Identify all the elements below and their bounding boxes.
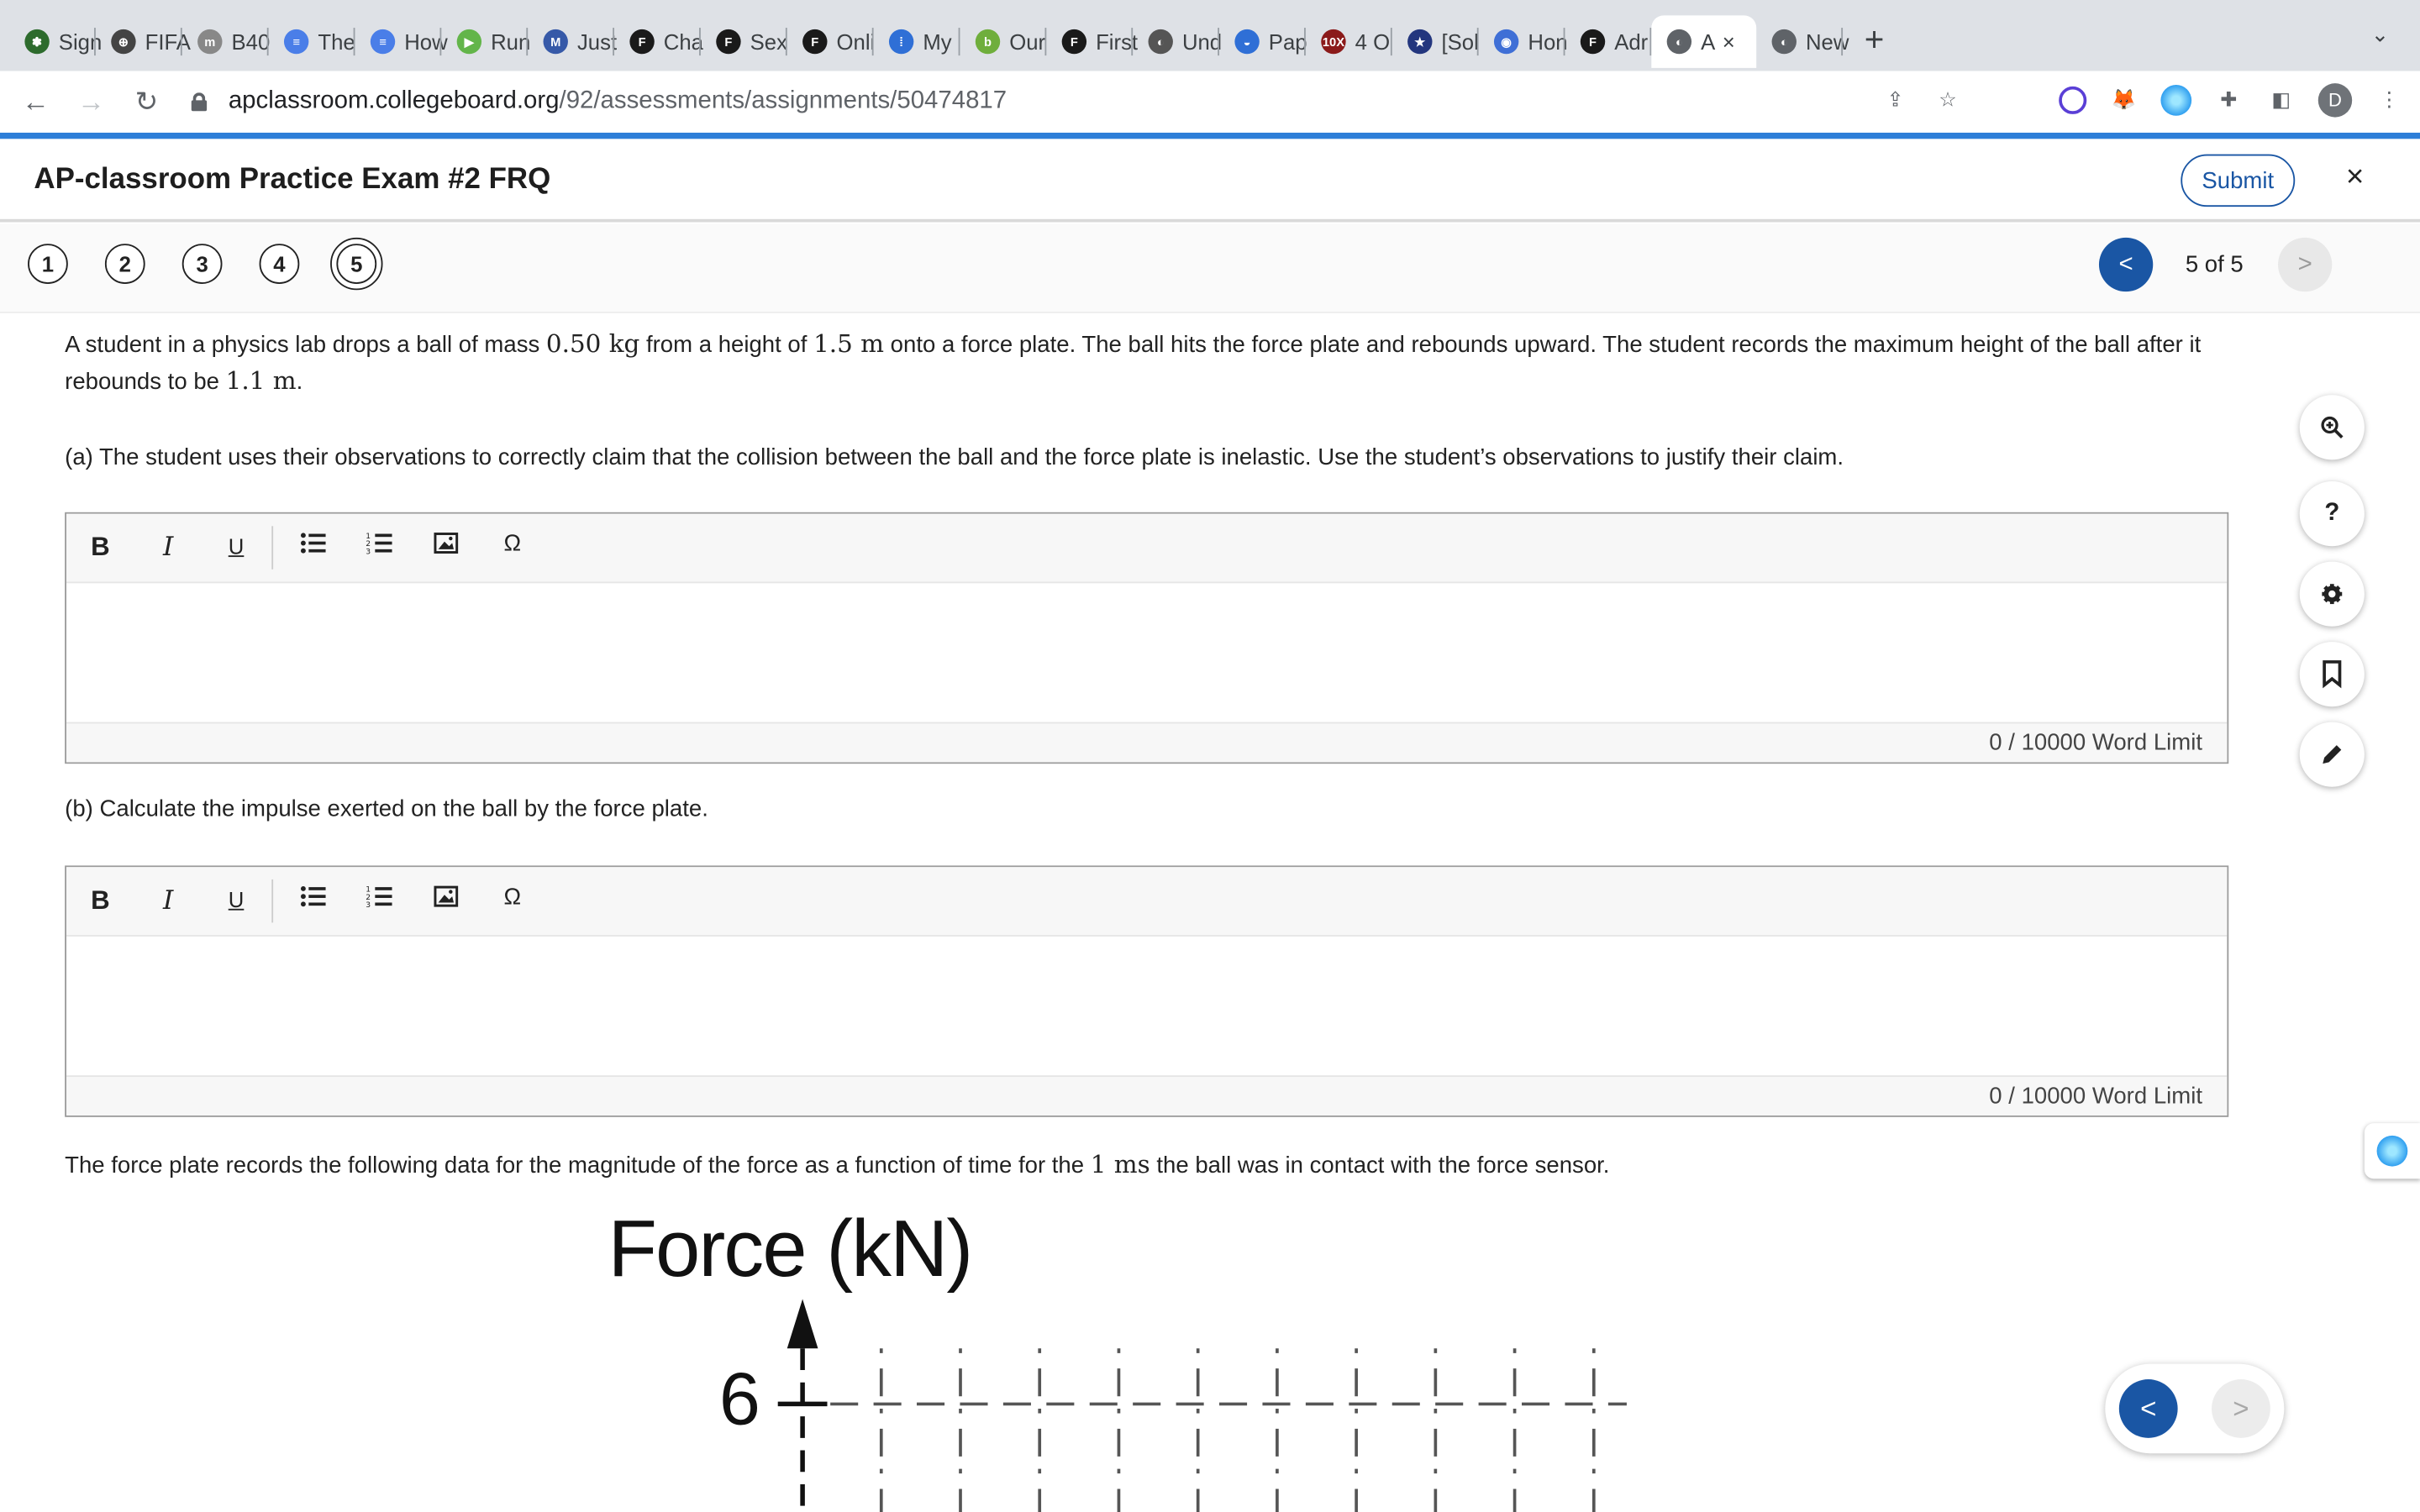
submit-button[interactable]: Submit [2181, 155, 2295, 207]
word-count: 0 / 10000 Word Limit [66, 722, 2227, 763]
loading-bar [0, 133, 2420, 139]
svg-text:1: 1 [366, 532, 371, 542]
chevron-left-icon: < [2140, 1392, 2157, 1424]
tab-title: Und [1181, 29, 1223, 55]
tab-favicon-icon: m [197, 29, 222, 54]
part-b-prompt: (b) Calculate the impulse exerted on the ball by the force plate. [65, 795, 708, 822]
browser-tab[interactable] [182, 15, 269, 67]
stem-text-4: . [296, 368, 303, 396]
tab-favicon-icon: ★ [1407, 29, 1432, 54]
tab-title: Run [491, 29, 531, 55]
page-title: AP-classroom Practice Exam #2 FRQ [34, 163, 551, 197]
browser-tab[interactable] [1219, 15, 1306, 67]
tab-title: Onli [836, 29, 876, 55]
tab-search-chevron-icon[interactable]: ⌄ [2370, 21, 2390, 47]
app-header [0, 139, 2420, 222]
bookmark-star-icon[interactable]: ☆ [1939, 87, 1957, 112]
editor-toolbar [66, 867, 2227, 937]
browser-tab[interactable] [96, 15, 191, 67]
zoom-in-icon [2320, 415, 2344, 439]
browser-tab[interactable] [874, 15, 960, 67]
svg-text:3: 3 [366, 900, 371, 911]
bookmark-button[interactable] [2300, 642, 2365, 706]
tab-title: Adr [1614, 29, 1649, 55]
extensions-puzzle-icon[interactable]: ✚ [2220, 87, 2238, 112]
tab-favicon-icon: F [1062, 29, 1086, 54]
stem-rebound: 1.1 m [225, 365, 297, 396]
question-5-label: 5 [336, 244, 376, 284]
tab-favicon-icon: M [544, 29, 568, 54]
profile-avatar[interactable]: D [2318, 83, 2352, 117]
svg-text:1: 1 [366, 885, 371, 895]
tab-favicon-icon: ✽ [24, 29, 49, 54]
response-editor-b [65, 865, 2228, 1116]
pencil-icon [2320, 742, 2344, 766]
question-stem [65, 326, 2241, 400]
part-a-prompt: (a) The student uses their observations to correctly claim that the collision between the ball and the force plate is inelastic. Use the student’s observations to justify their claim. [65, 444, 1844, 471]
gear-icon [2321, 583, 2343, 605]
word-count: 0 / 10000 Word Limit [66, 1075, 2227, 1116]
tab-favicon-icon: b [976, 29, 1000, 54]
editor-toolbar [66, 514, 2227, 584]
tab-title: New [1805, 29, 1849, 55]
browser-tab[interactable] [1392, 15, 1479, 67]
browser-tab[interactable] [1046, 15, 1139, 67]
browser-tab[interactable] [9, 15, 103, 67]
svg-text:2: 2 [366, 539, 371, 549]
browser-tab[interactable] [355, 15, 448, 67]
tab-title: How [404, 29, 448, 55]
force-text-1: The force plate records the following data for the magnitude of the force as a function of time for the [65, 1152, 1091, 1179]
orb-icon [2377, 1136, 2408, 1167]
bold-button[interactable]: B [91, 532, 110, 562]
tab-title: Cha [663, 29, 703, 55]
back-icon[interactable]: ← [21, 85, 50, 117]
chevron-right-icon: > [2233, 1392, 2249, 1424]
graph-title: Force (kN) [608, 1205, 972, 1295]
stem-text-1: A student in a physics lab drops a ball of mass [65, 331, 546, 359]
browser-tab[interactable] [960, 15, 1046, 67]
zoom-in-button[interactable] [2300, 395, 2365, 459]
question-navigation [0, 223, 2420, 313]
help-button[interactable]: ? [2300, 481, 2365, 546]
question-4-button[interactable]: 4 [260, 244, 300, 284]
bottom-navigation [2105, 1364, 2284, 1454]
stem-mass: 0.50 kg [545, 328, 640, 359]
browser-tab[interactable] [1565, 15, 1651, 67]
tab-favicon-icon: ◐ [1149, 29, 1173, 54]
chevron-left-icon: < [2118, 250, 2133, 277]
tab-favicon-icon: ◐ [1667, 29, 1691, 54]
underline-button[interactable]: U [228, 887, 245, 912]
force-time: 1 ms [1090, 1149, 1150, 1179]
tab-favicon-icon: ◉ [1494, 29, 1518, 54]
share-icon[interactable]: ⇪ [1886, 87, 1904, 112]
close-tab-icon[interactable]: × [1722, 29, 1735, 55]
insert-image-icon[interactable] [430, 884, 461, 916]
page-status: 5 of 5 [2185, 251, 2244, 278]
next-button[interactable] [2212, 1379, 2270, 1438]
editor-text-area[interactable] [66, 583, 2227, 722]
tab-favicon-icon: ⊕ [111, 29, 135, 54]
graph-axes [587, 1197, 1667, 1512]
browser-tab[interactable] [1306, 15, 1392, 67]
force-time-graph [587, 1197, 1667, 1512]
tab-favicon-icon: 10X [1321, 29, 1345, 54]
browser-toolbar [0, 71, 2420, 132]
bold-button[interactable]: B [91, 885, 110, 916]
tab-title: Sex [750, 29, 787, 55]
tab-title: A [1701, 29, 1716, 55]
y-tick-label: 6 [718, 1359, 760, 1441]
svg-text:3: 3 [366, 547, 371, 557]
close-icon[interactable]: × [2345, 160, 2365, 195]
browser-tab[interactable] [1756, 15, 1849, 67]
floating-extension-button[interactable] [2365, 1123, 2420, 1179]
tab-title: Our [1009, 29, 1046, 55]
tab-title: 4 O [1355, 29, 1391, 55]
underline-button[interactable]: U [228, 533, 245, 559]
tab-title: The [318, 29, 355, 55]
toolbar-divider [271, 526, 273, 569]
tab-title: FIFA [145, 29, 191, 55]
tab-favicon-icon: F [716, 29, 740, 54]
tab-title: Pap [1268, 29, 1307, 55]
new-tab-icon[interactable]: + [1864, 19, 1885, 59]
browser-tab[interactable] [1133, 15, 1223, 67]
reload-icon[interactable]: ↻ [134, 85, 159, 117]
browser-tab[interactable] [787, 15, 874, 67]
annotate-button[interactable] [2300, 722, 2365, 787]
previous-button[interactable] [2119, 1379, 2178, 1438]
force-text-2: the ball was in contact with the force sensor. [1150, 1152, 1610, 1179]
question-3-button[interactable]: 3 [182, 244, 223, 284]
toolbar-divider [271, 879, 273, 922]
insert-image-icon[interactable] [430, 531, 461, 564]
svg-text:2: 2 [366, 892, 371, 902]
tab-favicon-icon: ◒ [1234, 29, 1259, 54]
tab-title: Just [576, 29, 618, 55]
url-host: apclassroom.collegeboard.org [228, 87, 560, 114]
stem-text-3: onto a force plate. The ball hits the force plate and rebounds upward. The student records the maximum height of the ball after it rebounds to be [65, 331, 2202, 396]
browser-tab-strip [0, 0, 2420, 71]
stem-height: 1.5 m [813, 328, 885, 359]
numbered-list-icon[interactable] [364, 883, 395, 918]
tab-title: First [1096, 29, 1139, 55]
tab-title: Hon [1528, 29, 1568, 55]
browser-tab[interactable] [1479, 15, 1568, 67]
browser-tab[interactable] [701, 15, 787, 67]
bookmark-icon [2321, 660, 2343, 688]
browser-tab[interactable] [269, 15, 355, 67]
tab-favicon-icon: ≡ [284, 29, 308, 54]
tab-title: B40 [231, 29, 271, 55]
tab-favicon-icon: F [802, 29, 827, 54]
forward-icon[interactable]: → [76, 85, 105, 117]
extension-chatbot-icon[interactable] [2059, 87, 2086, 114]
url-path: /92/assessments/assignments/50474817 [559, 87, 1007, 114]
editor-text-area[interactable] [66, 937, 2227, 1075]
tab-favicon-icon: ⁞ [889, 29, 913, 54]
bulleted-list-icon[interactable] [297, 529, 329, 564]
extension-orb-icon[interactable] [2160, 85, 2191, 116]
browser-tab[interactable] [1651, 15, 1756, 67]
tab-title: Sign [58, 29, 103, 55]
force-data-text [65, 1147, 2241, 1184]
special-character-button[interactable]: Ω [503, 884, 522, 911]
browser-tab[interactable] [528, 15, 618, 67]
previous-question-button[interactable] [2099, 238, 2153, 291]
question-2-button[interactable]: 2 [105, 244, 145, 284]
bulleted-list-icon[interactable] [297, 883, 329, 918]
tab-title: My [923, 29, 952, 55]
special-character-button[interactable]: Ω [503, 530, 522, 558]
chevron-right-icon: > [2297, 250, 2312, 277]
tab-title: [Sol [1441, 29, 1479, 55]
browser-tab[interactable] [614, 15, 701, 67]
tab-favicon-icon: F [1581, 29, 1605, 54]
tab-favicon-icon: ▶ [457, 29, 481, 54]
side-panel-icon[interactable]: ◧ [2271, 87, 2291, 112]
lock-icon[interactable] [192, 92, 207, 111]
extension-fox-icon[interactable]: 🦊 [2111, 87, 2137, 112]
tab-favicon-icon: ≡ [371, 29, 395, 54]
question-5-button[interactable] [330, 238, 382, 290]
address-bar[interactable] [179, 81, 2031, 123]
chrome-menu-icon[interactable]: ⋮ [2379, 87, 2400, 112]
numbered-list-icon[interactable] [364, 529, 395, 564]
italic-button[interactable]: I [163, 885, 174, 917]
y-axis-arrow [787, 1299, 818, 1349]
italic-button[interactable]: I [163, 532, 174, 564]
tab-favicon-icon: ◐ [1772, 29, 1797, 54]
browser-tab[interactable] [441, 15, 531, 67]
tab-favicon-icon: F [629, 29, 654, 54]
next-question-button[interactable] [2278, 238, 2332, 291]
response-editor-a [65, 512, 2228, 764]
stem-text-2: from a height of [639, 331, 814, 359]
settings-button[interactable] [2300, 562, 2365, 627]
question-1-button[interactable]: 1 [28, 244, 68, 284]
